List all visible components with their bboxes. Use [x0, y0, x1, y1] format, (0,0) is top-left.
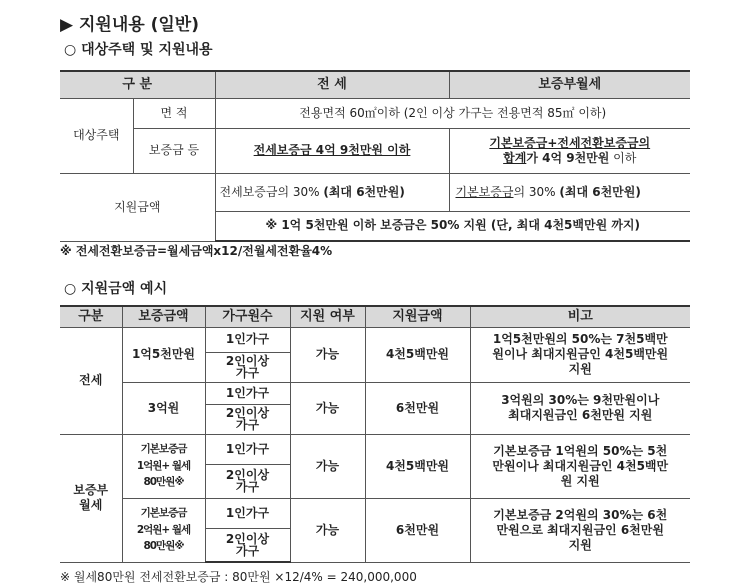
support-wolse [449, 173, 690, 211]
eligible: 가능 [290, 382, 365, 434]
header-jeonse: 전 세 [215, 71, 449, 98]
support-wolse-b: 의 30% [513, 184, 560, 199]
eligible: 가능 [290, 434, 365, 498]
section-heading-example: ○ 지원금액 예시 [64, 281, 168, 297]
eligible: 가능 [290, 327, 365, 382]
deposit-label: 보증금 등 [133, 128, 215, 173]
eligible: 가능 [290, 498, 365, 562]
deposit-wolse-d: 이하 [609, 150, 637, 165]
household-two: 2인이상 가구 [205, 464, 290, 498]
amount: 4천5백만원 [365, 327, 470, 382]
support-amount-label: 지원금액 [60, 173, 215, 241]
header-amount: 지원금액 [365, 306, 470, 327]
type-jeonse: 전세 [60, 327, 122, 434]
header-wolse: 보증부월세 [449, 71, 690, 98]
household-two: 2인이상 가구 [205, 352, 290, 382]
header-eligible: 지원 여부 [290, 306, 365, 327]
remarks: 기본보증금 2억원의 30%는 6천만원으로 최대지원금인 6천만원 지원 [470, 498, 690, 562]
remarks: 1억5천만원의 50%는 7천5백만원이나 최대지원금인 4천5백만원 지원 [470, 327, 690, 382]
example-footnote: ※ 월세80만원 전세전환보증금 : 80만원 ×12/4% = 240,000,000 [60, 570, 417, 584]
section-heading-target: ○ 대상주택 및 지원내용 [64, 42, 213, 58]
area-value: 전용면적 60㎡이하 (2인 이상 가구는 전용면적 85㎡ 이하) [215, 98, 690, 128]
conversion-note: ※ 전세전환보증금=월세금액x12/전월세전환율4% [60, 244, 333, 258]
household-two: 2인이상 가구 [205, 404, 290, 434]
deposit-jeonse: 전세보증금 4억 9천만원 이하 [215, 128, 449, 173]
type-wolse: 보증부 월세 [60, 434, 122, 562]
household-two: 2인이상 가구 [205, 528, 290, 562]
household-one: 1인가구 [205, 327, 290, 352]
household-one: 1인가구 [205, 434, 290, 464]
deposit: 3억원 [122, 382, 205, 434]
household-one: 1인가구 [205, 498, 290, 528]
support-jeonse-b: (최대 6천만원) [323, 184, 405, 199]
remarks: 3억원의 30%는 9천만원이나 최대지원금인 6천만원 지원 [470, 382, 690, 434]
amount: 4천5백만원 [365, 434, 470, 498]
deposit: 1억5천만원 [122, 327, 205, 382]
deposit-wolse-c: 가 4억 9천만원 [526, 150, 610, 165]
header-category: 구 분 [60, 71, 215, 98]
amount: 6천만원 [365, 498, 470, 562]
header-deposit: 보증금액 [122, 306, 205, 327]
header-household: 가구원수 [205, 306, 290, 327]
support-note: ※ 1억 5천만원 이하 보증금은 50% 지원 (단, 최대 4천5백만원 까지) [215, 211, 690, 241]
deposit-wolse-a: 기본보증금+전세전환보증금의 [489, 135, 651, 150]
amount: 6천만원 [365, 382, 470, 434]
deposit-wolse-b: 합계 [503, 150, 527, 165]
target-housing-label: 대상주택 [60, 98, 133, 173]
deposit-wolse [449, 128, 690, 173]
support-wolse-a: 기본보증금 [455, 184, 514, 199]
deposit: 기본보증금 1억원+ 월세 80만원※ [122, 434, 205, 498]
support-example-table [60, 305, 690, 563]
household-one: 1인가구 [205, 382, 290, 404]
header-category: 구분 [60, 306, 122, 327]
deposit: 기본보증금 2억원+ 월세 80만원※ [122, 498, 205, 562]
support-wolse-c: (최대 6천만원) [559, 184, 641, 199]
page-title: ▶ 지원내용 (일반) [60, 15, 199, 35]
remarks: 기본보증금 1억원의 50%는 5천만원이나 최대지원금인 4천5백만원 지원 [470, 434, 690, 498]
target-housing-table [60, 70, 690, 242]
header-remarks: 비고 [470, 306, 690, 327]
support-jeonse-a: 전세보증금의 30% [219, 184, 324, 199]
support-jeonse [215, 173, 449, 211]
area-label: 면 적 [133, 98, 215, 128]
